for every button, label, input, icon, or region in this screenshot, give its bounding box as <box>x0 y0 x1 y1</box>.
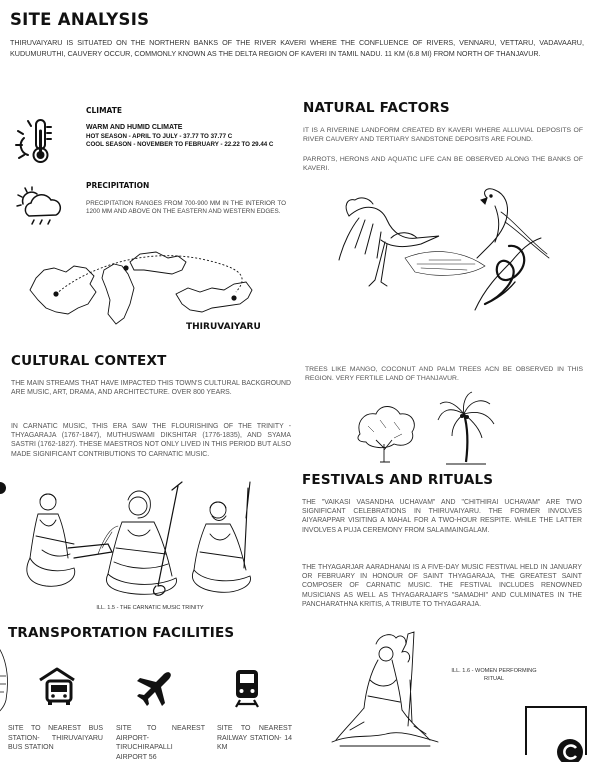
trinity-caption: ILL. 1.5 - THE CARNATIC MUSIC TRINITY <box>96 605 204 611</box>
trees-illustration <box>354 392 504 466</box>
rain-cloud-icon <box>16 186 64 228</box>
location-map <box>26 248 296 328</box>
cultural-context-title: CULTURAL CONTEXT <box>11 353 167 369</box>
page-edge-graphic <box>0 636 14 716</box>
site-intro-text: THIRUVAIYARU IS SITUATED ON THE NORTHERN BANKS OF THE RIVER KAVERI WHERE THE CONFLUENCE OF RIVERS, VENNARU, VETTARU, VADAVAARU, KUDUMURUTHI, CAUVERY OCCUR, COMMONLY KNOWN AS THE DELTA REGION OF KAVERI IN TAMIL NADU. 11 KM (6.8 MI) FROM NORTH OF THANJAVUR. <box>10 38 584 58</box>
natural-factors-para1: IT IS A RIVERINE LANDFORM CREATED BY KAVERI WHERE ALLUVIAL DEPOSITS OF RIVER CAUVERY AND TERTIARY SANDSTONE DEPOSITS ARE FOUND. <box>303 127 583 144</box>
natural-factors-para3: TREES LIKE MANGO, COCONUT AND PALM TREES ACN BE OBSERVED IN THIS REGION. VERY FERTILE LAND OF THANJAVUR. <box>305 366 583 383</box>
festivals-para2: THE THYAGARJAR AARADHANAI IS A FIVE-DAY MUSIC FESTIVAL HELD IN JANUARY OR FEBRUARY IN HONOUR OF SAINT THYAGARAJA, THE GREATEST SAINT COMPOSER OF CARNATIC MUSIC. THE FESTIVAL INCLUDES RENOWNED MUSICIANS AS WELL AS THYAGARAJAR'S "SAMADHI" AND CULMINATES IN THE PANCHARATHNA KRITIS, A TRIBUTE TO THYAGARAJA. <box>302 564 582 608</box>
transport-item-railway: SITE TO NEAREST RAILWAY STATION- 14 KM <box>217 725 292 752</box>
climate-heading: CLIMATE <box>86 106 122 115</box>
transport-item-airport: SITE TO NEAREST AIRPORT- TIRUCHIRAPALLI AIRPORT 56 <box>116 725 205 761</box>
climate-cool-season: COOL SEASON - NOVEMBER TO FEBRUARY - 22.22 TO 29.44 C <box>86 141 274 148</box>
cultural-context-para2: IN CARNATIC MUSIC, THIS ERA SAW THE FLOURISHING OF THE TRINITY - THYAGARAJA (1767-1847), MUTHUSWAMI DIKSHITAR (1776-1835), AND SYAMA SASTRI (1762-1827). THESE MAESTROS NOT ONLY LIVED IN THIS PERIOD BUT ALSO MADE SIGNIFICANT CONTRIBUTIONS TO CARNATIC MUSIC. <box>11 423 291 458</box>
climate-hot-season: HOT SEASON - APRIL TO JULY - 37.77 TO 37.77 C <box>86 133 233 140</box>
natural-factors-para2: PARROTS, HERONS AND AQUATIC LIFE CAN BE OBSERVED ALONG THE BANKS OF KAVERI. <box>303 156 583 173</box>
airplane-icon <box>137 670 173 706</box>
festivals-para1: THE "VAIKASI VASANDHA UCHAVAM" AND "CHITHIRAI UCHAVAM" ARE TWO SIGNIFICANT CELEBRATIONS IN THIRUVAIYARU. THE FORMER INVOLVES AIYARAPPAR VISITING A MAHAL FOR A TWO-HOUR RESPITE. WHILE THE LATTER INVOLVES A PUJA CEREMONY FROM SALAIMAINGALAM. <box>302 499 582 534</box>
map-label: THIRUVAIYARU <box>186 322 261 332</box>
women-ritual-illustration <box>330 630 440 748</box>
train-icon <box>233 668 261 708</box>
bus-icon <box>37 666 77 706</box>
transport-title: TRANSPORTATION FACILITIES <box>8 625 235 641</box>
page-edge-marker <box>0 482 6 494</box>
cultural-context-para1: THE MAIN STREAMS THAT HAVE IMPACTED THIS TOWN'S CULTURAL BACKGROUND ARE MUSIC, ART, DRAMA, AND ARCHITECTURE. OVER 800 YEARS. <box>11 380 291 397</box>
ritual-caption: ILL. 1.6 - WOMEN PERFORMING RITUAL <box>451 668 537 682</box>
festivals-title: FESTIVALS AND RITUALS <box>302 472 494 488</box>
page-title: SITE ANALYSIS <box>10 10 150 29</box>
thermometer-sun-icon <box>14 117 64 167</box>
precipitation-heading: PRECIPITATION <box>86 181 150 190</box>
corner-logo-icon <box>555 730 585 755</box>
climate-subheading: WARM AND HUMID CLIMATE <box>86 124 183 131</box>
precipitation-text: PRECIPITATION RANGES FROM 700-900 MM IN THE INTERIOR TO 1200 MM AND ABOVE ON THE EASTERN AND WESTERN EDGES. <box>86 200 286 215</box>
birds-illustration <box>335 188 555 316</box>
natural-factors-title: NATURAL FACTORS <box>303 100 450 116</box>
transport-item-bus: SITE TO NEAREST BUS STATION- THIRUVAIYARU BUS STATION <box>8 725 103 752</box>
carnatic-trinity-illustration <box>16 478 260 598</box>
